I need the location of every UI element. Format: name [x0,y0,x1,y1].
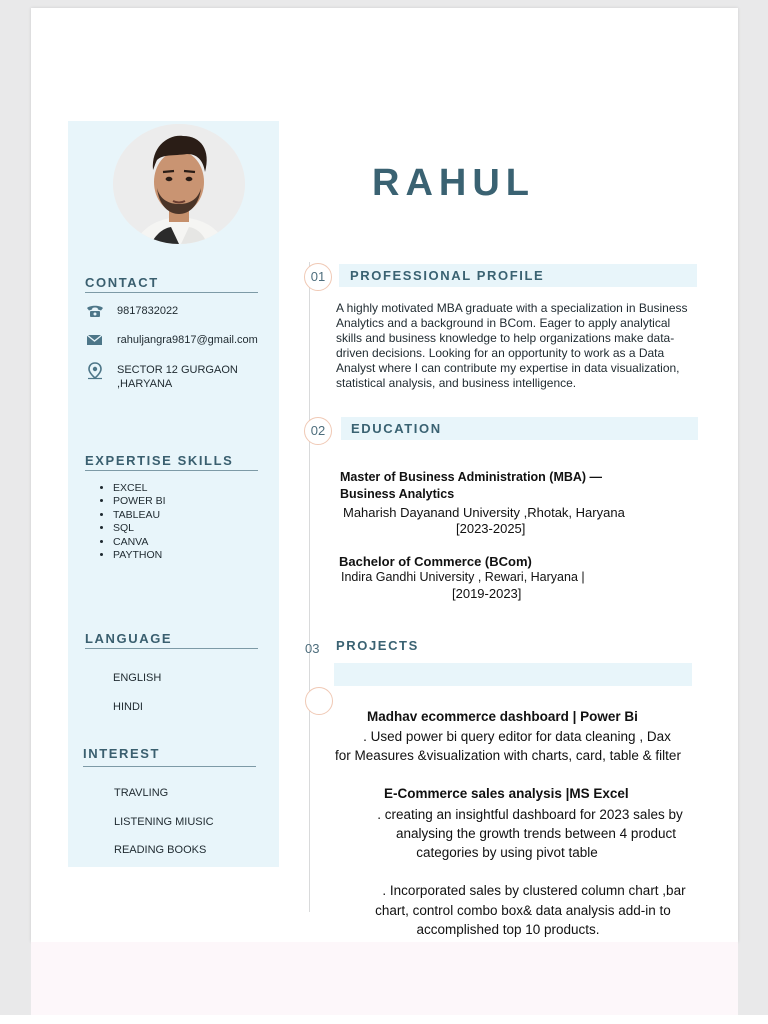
phone-icon [86,304,104,318]
profile-photo [113,124,245,244]
address-line-1: SECTOR 12 GURGAON [117,364,238,376]
project-2-title: E-Commerce sales analysis |MS Excel [384,786,629,801]
section-number-01: 01 [304,263,332,291]
section-number-03: 03 [305,641,320,656]
interest-item: LISTENING MIUSIC [114,816,214,828]
education-heading: EDUCATION [351,421,442,436]
project-1-line-2: for Measures &visualization with charts, card, table & filter [335,748,681,763]
mba-degree-line-1: Master of Business Administration (MBA) — [340,470,603,484]
profile-photo-image [113,124,245,244]
bcom-years: [2019-2023] [452,586,522,601]
interest-divider [83,766,256,767]
bottom-band [31,942,738,1024]
profile-summary: A highly motivated MBA graduate with a specialization in Business Analytics and a background in BCom. Eager to apply analytical skills and business knowledge to help organizations make data-driven decisions. Looking for an opportunity to work as a Data Analyst where I can contribute my expertise in data visualization, statistical analysis, and business intelligence. [336,301,688,390]
skills-divider [85,470,258,471]
mba-university: Maharish Dayanand University ,Rhotak, Haryana [343,505,625,520]
interest-item: READING BOOKS [114,844,207,856]
mba-years: [2023-2025] [456,521,526,536]
candidate-name: RAHUL [372,162,535,204]
project-3-line-1: . Incorporated sales by clustered column chart ,bar [382,883,686,898]
skill-item: • TABLEAU [113,509,166,522]
skill-item: • CANVA [113,536,166,549]
projects-heading: PROJECTS [336,638,419,653]
interest-item: TRAVLING [114,787,169,799]
language-heading: LANGUAGE [85,631,173,646]
mail-icon [86,333,104,347]
skill-item: • SQL [113,522,166,535]
profile-heading: PROFESSIONAL PROFILE [350,268,545,283]
interest-heading: INTEREST [83,746,161,761]
email-link[interactable]: rahuljangra9817@gmail.com [117,334,258,346]
skill-item: • PAYTHON [113,549,166,562]
phone-text: 9817832022 [117,305,179,317]
language-item: ENGLISH [113,672,162,684]
contact-heading: CONTACT [85,275,159,290]
skill-item: • POWER BI [113,495,166,508]
address-line-2: ,HARYANA [117,378,173,390]
project-2-line-3: categories by using pivot table [416,845,598,860]
timeline-line [309,262,310,912]
projects-band [334,663,692,686]
skill-item: • EXCEL [113,482,166,495]
project-2-line-2: analysing the growth trends between 4 product [396,826,676,841]
contact-divider [85,292,258,293]
timeline-marker [305,687,333,715]
bcom-university: Indira Gandhi University , Rewari, Haryana | [341,570,585,584]
language-divider [85,648,258,649]
project-3-line-3: accomplished top 10 products. [416,922,600,937]
bcom-degree: Bachelor of Commerce (BCom) [339,554,532,569]
project-1-title: Madhav ecommerce dashboard | Power Bi [367,709,638,724]
mba-degree-line-2: Business Analytics [340,487,455,501]
project-1-line-1: . Used power bi query editor for data cleaning , Dax [363,729,671,744]
section-number-02: 02 [304,417,332,445]
project-2-line-1: . creating an insightful dashboard for 2023 sales by [377,807,683,822]
location-pin-icon [86,362,104,380]
contact-address-row [86,362,276,392]
skills-list [100,482,166,562]
bottom-edge [0,1015,768,1024]
language-item: HINDI [113,701,143,713]
skills-heading: EXPERTISE SKILLS [85,453,234,468]
project-3-line-2: chart, control combo box& data analysis add-in to [375,903,671,918]
